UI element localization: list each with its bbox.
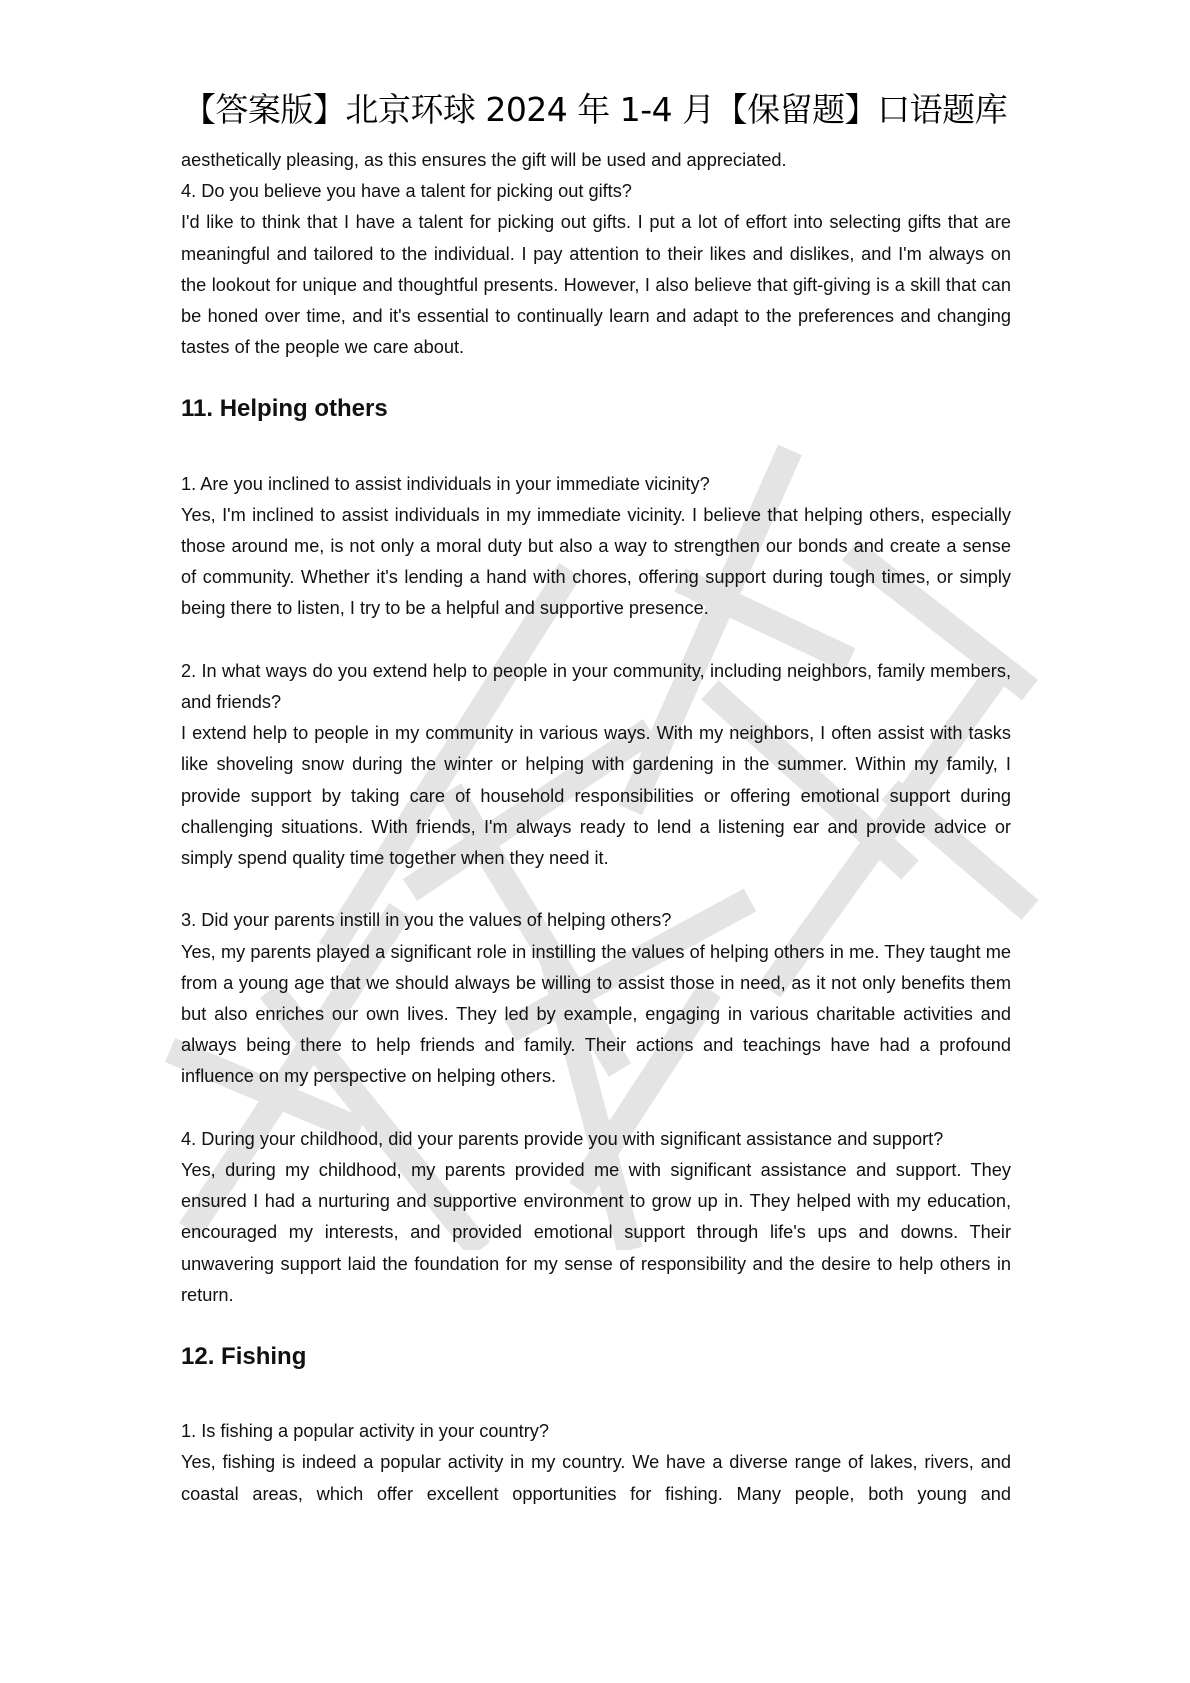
qa-item (181, 656, 1011, 874)
answer: Yes, during my childhood, my parents provided me with significant assistance and support. They ensured I had a nurturing and supportive environment to grow up in. They helped with my education, encouraged my interests, and provided emotional support through life's ups and downs. Their unwavering support laid the foundation for my sense of responsibility and the desire to help others in return. (181, 1160, 1011, 1305)
spacer (181, 625, 1011, 656)
answer: I extend help to people in my community in various ways. With my neighbors, I often assist with tasks like shoveling snow during the winter or helping with gardening in the summer. Within my family, I provide support by taking care of household responsibilities or offering emotional support during challenging situations. With friends, I'm always ready to lend a listening ear and provide advice or simply spend quality time together when they need it. (181, 723, 1011, 869)
document-content (181, 145, 1011, 1510)
spacer (181, 1093, 1011, 1124)
question: 1. Are you inclined to assist individuals in your immediate vicinity? (181, 473, 710, 494)
section-heading: 11. Helping others (181, 395, 388, 423)
question: 4. During your childhood, did your parents provide you with significant assistance and support? (181, 1128, 944, 1149)
document-title: 【答案版】北京环球 2024 年 1-4 月【保留题】口语题库 (182, 90, 1008, 129)
answer: Yes, fishing is indeed a popular activity in my country. We have a diverse range of lakes, rivers, and coastal areas, which offer excellent opportunities for fishing. Many people, both young and (181, 1452, 1011, 1504)
spacer (181, 874, 1011, 905)
carryover-text: aesthetically pleasing, as this ensures the gift will be used and appreciated. (181, 150, 787, 170)
question: 3. Did your parents instill in you the values of helping others? (181, 910, 672, 931)
section-heading: 12. Fishing (181, 1343, 307, 1371)
answer: Yes, my parents played a significant role in instilling the values of helping others in me. They taught me from a young age that we should always be willing to assist those in need, as it not only benefits them but also enriches our own lives. They led by example, engaging in various charitable activities and always being there to help friends and family. Their actions and teachings have had a profound influence on my perspective on helping others. (181, 941, 1011, 1087)
answer: Yes, I'm inclined to assist individuals in my immediate vicinity. I believe that helping others, especially those around me, is not only a moral duty but also a way to strengthen our bonds and create a sense of community. Whether it's lending a hand with chores, offering support during tough times, or simply being there to listen, I try to be a helpful and supportive presence. (181, 504, 1011, 619)
qa-item (181, 905, 1011, 1092)
question: 2. In what ways do you extend help to people in your community, including neighbors, family members, and friends? (181, 660, 1011, 713)
qa-item (181, 469, 1011, 625)
qa-item (181, 1416, 1011, 1510)
question: 1. Is fishing a popular activity in your country? (181, 1421, 549, 1442)
answer: I'd like to think that I have a talent for picking out gifts. I put a lot of effort into selecting gifts that are meaningful and tailored to the individual. I pay attention to their likes and dislikes, and I'm always on the lookout for unique and thoughtful presents. However, I also believe that gift-giving is a skill that can be honed over time, and it's essential to continually learn and adapt to the preferences and changing tastes of the people we care about. (181, 212, 1011, 358)
question: 4. Do you believe you have a talent for picking out gifts? (181, 181, 632, 202)
qa-item (181, 1124, 1011, 1311)
